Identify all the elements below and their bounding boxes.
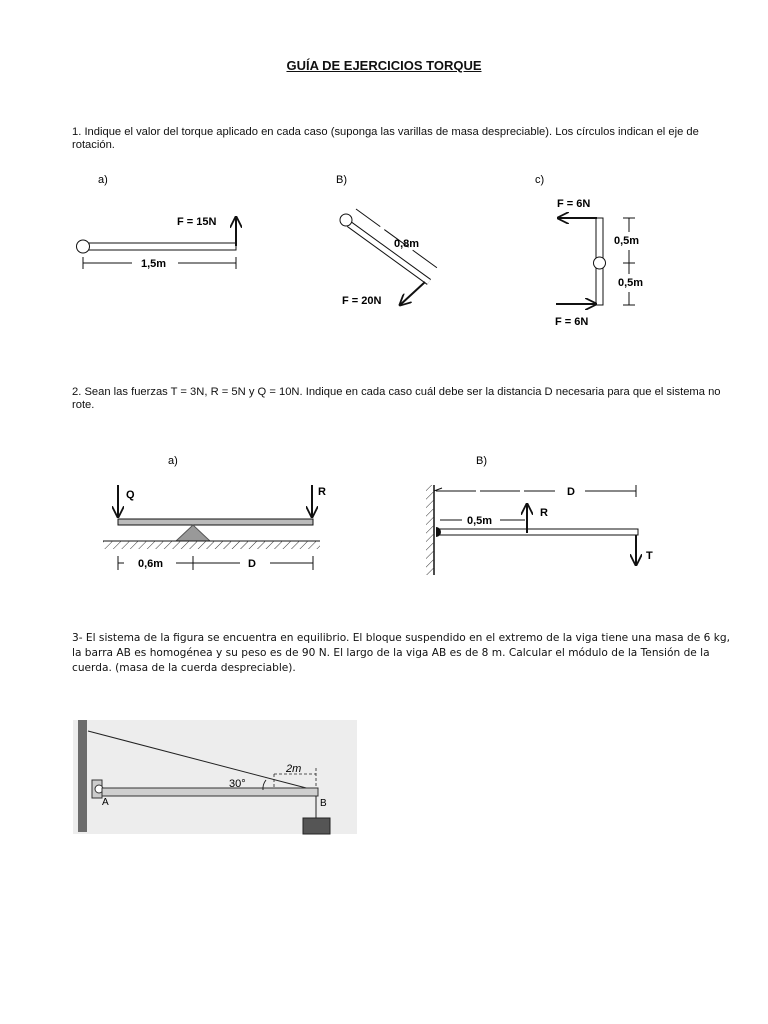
q3-label-a: A [102, 797, 109, 808]
length-label-b: 0,8m [394, 238, 420, 250]
force-label-a: F = 15N [177, 216, 217, 228]
q3-block [303, 818, 330, 834]
pivot-c-circle [594, 257, 606, 269]
q1-figure-c [555, 198, 643, 328]
length-label-c-bottom: 0,5m [618, 277, 644, 289]
pivot-a-circle [77, 240, 90, 253]
rod-a [88, 243, 236, 250]
length-label-a: 1,5m [141, 258, 167, 270]
force-arrow-b [400, 282, 425, 305]
q2-figure-b [426, 485, 653, 575]
ground-hatch [103, 541, 320, 549]
page-title: GUÍA DE EJERCICIOS TORQUE [286, 58, 482, 73]
beam-2b [438, 529, 638, 535]
label-r: R [318, 486, 326, 498]
q1-label-c: c) [535, 174, 545, 186]
question-2-text: 2. Sean las fuerzas T = 3N, R = 5N y Q = 10N. Indique en cada caso cuál debe ser la distancia D necesaria para que el sistema no rote. [72, 386, 721, 411]
q1-label-a: a) [98, 174, 108, 186]
q1-label-b: B) [336, 174, 347, 186]
beam-2a [118, 519, 313, 525]
force-label-b: F = 20N [342, 295, 382, 307]
q2-label-a: a) [168, 455, 178, 467]
q1-figure-a [77, 216, 237, 270]
dist-d-label: D [248, 558, 256, 570]
question-1-text: 1. Indique el valor del torque aplicado en cada caso (suponga las varillas de masa despreciable). Los círculos indican el eje de rotación. [72, 126, 699, 151]
q1-figure-b [340, 209, 440, 307]
force-label-c-top: F = 6N [557, 198, 591, 210]
label-q: Q [126, 489, 135, 501]
force-label-c-bottom: F = 6N [555, 316, 589, 328]
q2-label-b: B) [476, 455, 487, 467]
pivot-b-circle [340, 214, 352, 226]
wall-hatch [426, 485, 434, 575]
dist-06-label: 0,6m [138, 558, 164, 570]
q3-wall [78, 720, 87, 832]
q3-angle-label: 30° [229, 778, 246, 790]
label-r-2b: R [540, 507, 548, 519]
q3-figure [73, 720, 357, 834]
q3-label-b: B [320, 798, 327, 809]
label-t: T [646, 550, 653, 562]
q3-figure-background [73, 720, 357, 834]
fulcrum-triangle [176, 525, 210, 541]
question-3-text: 3- El sistema de la figura se encuentra en equilibrio. El bloque suspendido en el extremo de la viga tiene una masa de 6 kg, la barra AB es homogénea y su peso es de 90 N. El largo de la viga AB es de 8 m. Calcular el módulo de la Tensión de la cuerda. (masa de la cuerda despreciable). [72, 632, 730, 674]
dist-05-label-2b: 0,5m [467, 515, 493, 527]
length-label-c-top: 0,5m [614, 235, 640, 247]
q2-figure-a [103, 485, 326, 570]
label-d-2b: D [567, 486, 575, 498]
q3-dist-label: 2m [286, 763, 302, 775]
q3-beam [102, 788, 318, 796]
